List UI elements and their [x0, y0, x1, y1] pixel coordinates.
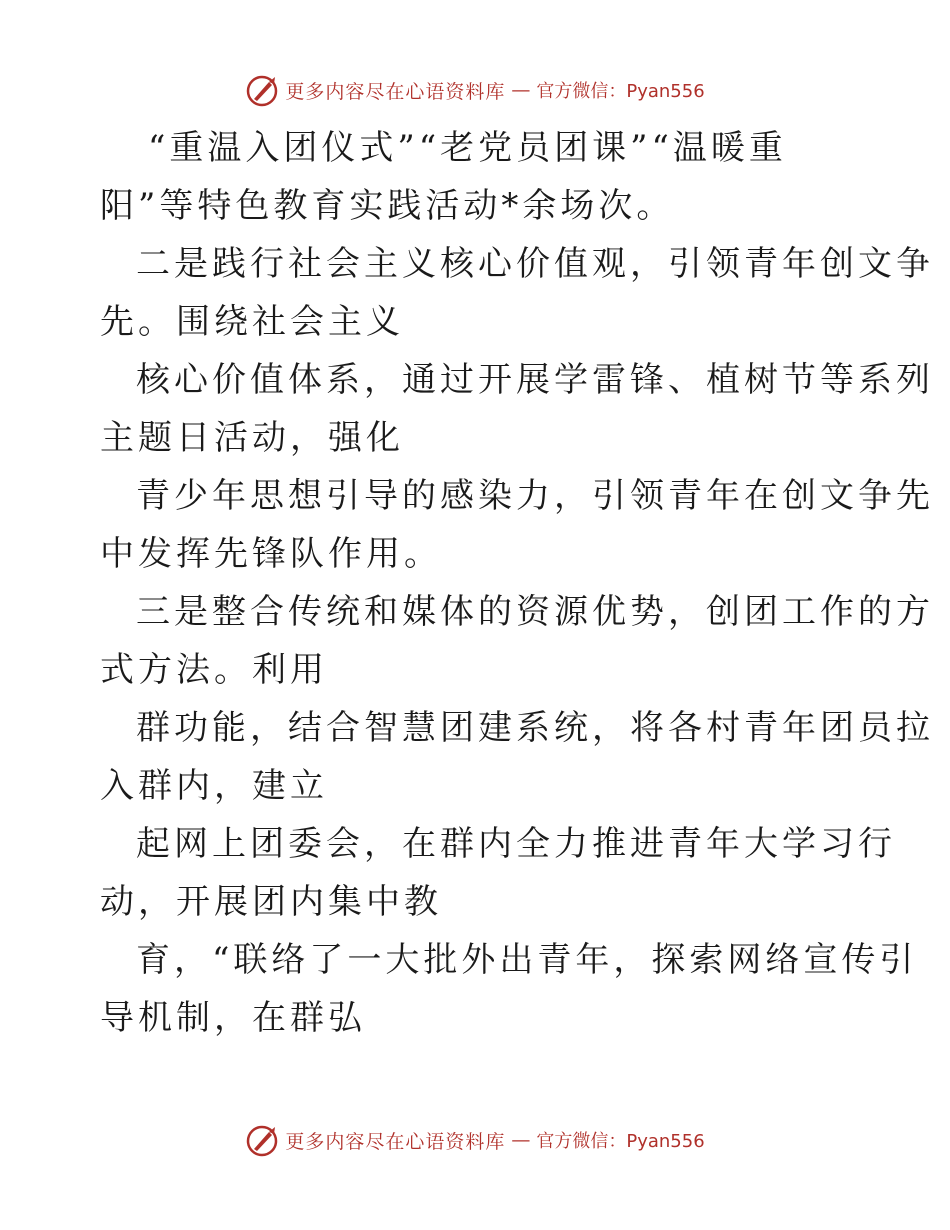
watermark-main-text: 更多内容尽在心语资料库 — [285, 80, 506, 103]
text-line: 中发挥先锋队作用。 — [100, 534, 442, 574]
text-line: 青少年思想引导的感染力，引领青年在创文争先 — [136, 476, 934, 516]
text-line: 阳”等特色教育实践活动*余场次。 — [100, 186, 675, 226]
quill-logo-icon — [245, 73, 279, 107]
text-line: 入群内，建立 — [100, 766, 328, 806]
text-line: 核心价值体系，通过开展学雷锋、植树节等系列 — [136, 360, 934, 400]
watermark-main-text: 更多内容尽在心语资料库 — [285, 1130, 506, 1153]
text-line: 三是整合传统和媒体的资源优势，创团工作的方 — [136, 592, 934, 632]
watermark-wechat-text: 官方微信：Pyan556 — [536, 1131, 705, 1152]
text-line: “重温入团仪式”“老党员团课”“温暖重 — [148, 128, 787, 168]
quill-logo-icon — [245, 1123, 279, 1157]
watermark-wechat-text: 官方微信：Pyan556 — [536, 81, 705, 102]
header-watermark — [0, 70, 950, 110]
watermark-dash: — — [511, 1129, 531, 1151]
text-line: 动，开展团内集中教 — [100, 882, 442, 922]
watermark-dash: — — [511, 79, 531, 101]
text-line: 群功能，结合智慧团建系统，将各村青年团员拉 — [136, 708, 934, 748]
text-line: 式方法。利用 — [100, 650, 328, 690]
text-line: 导机制，在群弘 — [100, 998, 366, 1038]
text-line: 育，“联络了一大批外出青年，探索网络宣传引 — [136, 940, 918, 980]
text-line: 主题日活动，强化 — [100, 418, 404, 458]
footer-watermark — [0, 1120, 950, 1160]
text-line: 二是践行社会主义核心价值观，引领青年创文争 — [136, 244, 934, 284]
text-line: 起网上团委会，在群内全力推进青年大学习行 — [136, 824, 896, 864]
text-line: 先。围绕社会主义 — [100, 302, 404, 342]
